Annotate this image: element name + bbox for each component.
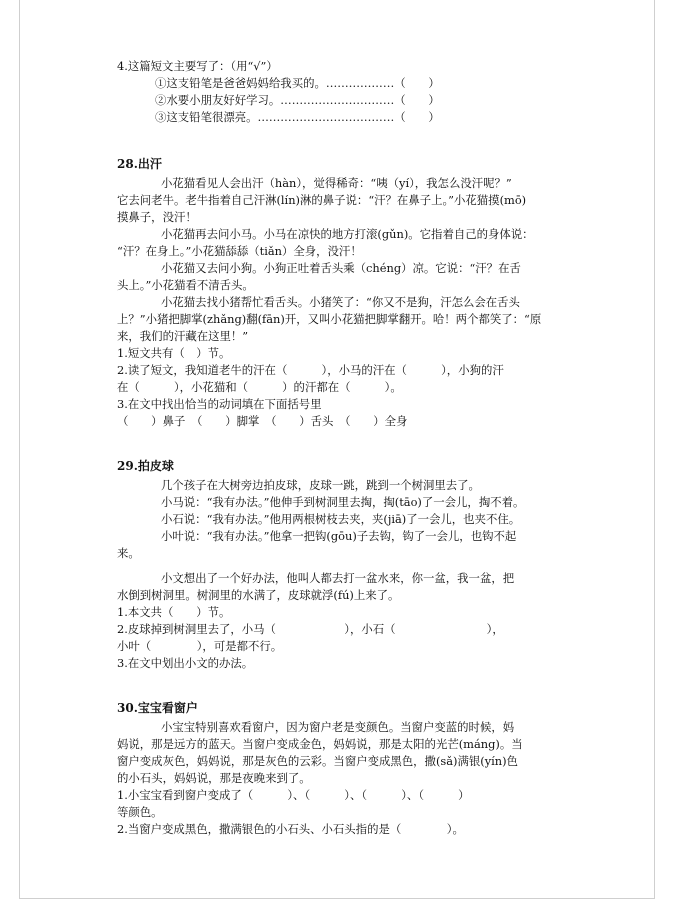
s28-line-5: “汗？在身上。”小花猫舔舔（tiǎn）全身，没汗！ xyxy=(117,244,362,258)
s30-question-1-cont: 等颜色。 xyxy=(117,805,163,819)
s30-question-2: 2.当窗户变成黑色，撒满银色的小石头、小石头指的是（ ）。 xyxy=(117,822,464,836)
s29-line-7: 水倒到树洞里。树洞里的水满了，皮球就浮(fú)上来了。 xyxy=(117,588,400,602)
s28-line-10: 来，我们的汗藏在这里！” xyxy=(117,329,249,343)
s29-question-2-cont: 小叶（ ），可是都不行。 xyxy=(117,639,283,653)
s28-line-2: 它去问老牛。老牛指着自己汗淋(lín)淋的鼻子说：“汗？在鼻子上。”小花猫摸(mō) xyxy=(117,193,527,207)
s29-line-5: 来。 xyxy=(117,546,140,560)
page-content xyxy=(117,58,579,838)
s30-line-2: 妈说，那是远方的蓝天。当窗户变成金色，妈妈说，那是太阳的光芒(máng)。当 xyxy=(117,737,523,751)
s28-question-3: 3.在文中找出恰当的动词填在下面括号里 xyxy=(117,397,322,411)
s30-line-4: 的小石头，妈妈说，那是夜晚来到了。 xyxy=(117,771,311,785)
s28-line-8: 小花猫去找小猪帮忙看舌头。小猪笑了：“你又不是狗，汗怎么会在舌头 xyxy=(161,295,520,309)
document-page xyxy=(19,0,655,899)
q4-option-3: ③这支铅笔很漂亮。………………………………（ ） xyxy=(155,110,440,124)
section-28-title: 28.出汗 xyxy=(117,157,162,171)
s30-line-3: 窗户变成灰色，妈妈说，那是灰色的云彩。当窗户变成黑色，撒(sǎ)满银(yín)色 xyxy=(117,754,518,768)
s28-line-9: 上？”小猪把脚掌(zhǎng)翻(fān)开，又叫小花猫把脚掌翻开。哈！两个都笑了：“原 xyxy=(117,312,542,326)
q4-option-2: ②水要小朋友好好学习。…………………………（ ） xyxy=(155,93,440,107)
s29-line-3: 小石说：“我有办法。”他用两根树枝去夹，夹(jiā)了一会儿，也夹不住。 xyxy=(161,512,521,526)
section-30-title: 30.宝宝看窗户 xyxy=(117,701,198,715)
s29-question-2: 2.皮球掉到树洞里去了，小马（ ），小石（ ）， xyxy=(117,622,504,636)
s29-line-2: 小马说：“我有办法。”他伸手到树洞里去掏，掏(tāo)了一会儿，掏不着。 xyxy=(161,495,525,509)
s28-line-1: 小花猫看见人会出汗（hàn），觉得稀奇：“咦（yí），我怎么没汗呢？” xyxy=(161,176,512,190)
s29-line-1: 几个孩子在大树旁边拍皮球，皮球一跳，跳到一个树洞里去了。 xyxy=(161,478,480,492)
s28-question-2: 2.读了短文，我知道老牛的汗在（ ），小马的汗在（ ），小狗的汗 xyxy=(117,363,504,377)
s29-line-6: 小文想出了一个好办法，他叫人都去打一盆水来，你一盆，我一盆，把 xyxy=(161,571,515,585)
s30-line-1: 小宝宝特别喜欢看窗户，因为窗户老是变颜色。当窗户变蓝的时候，妈 xyxy=(161,720,515,734)
q4-title: 4.这篇短文主要写了：（用“√”） xyxy=(117,59,278,73)
q4-option-1: ①这支铅笔是爸爸妈妈给我买的。………………（ ） xyxy=(155,76,440,90)
s29-question-1: 1.本文共（ ）节。 xyxy=(117,605,231,619)
s29-line-4: 小叶说：“我有办法。”他拿一把钩(gōu)子去钩，钩了一会儿，也钩不起 xyxy=(161,529,517,543)
s28-line-4: 小花猫再去问小马。小马在凉快的地方打滚(gǔn)。它指着自己的身体说： xyxy=(161,227,534,241)
s28-question-1: 1.短文共有（ ）节。 xyxy=(117,346,231,360)
s28-line-6: 小花猫又去问小狗。小狗正吐着舌头乘（chéng）凉。它说：“汗？在舌 xyxy=(161,261,521,275)
s29-question-3: 3.在文中划出小文的办法。 xyxy=(117,656,254,670)
s28-question-2-cont: 在（ ），小花猫和（ ）的汗都在（ ）。 xyxy=(117,380,402,394)
s28-line-7: 头上。”小花猫看不清舌头。 xyxy=(117,278,254,292)
s30-question-1: 1.小宝宝看到窗户变成了（ ）、（ ）、（ ）、（ ） xyxy=(117,788,470,802)
s28-question-3-blanks: （ ）鼻子 （ ）脚掌 （ ）舌头 （ ）全身 xyxy=(117,414,408,428)
section-29-title: 29.拍皮球 xyxy=(117,459,174,473)
s28-line-3: 摸鼻子，没汗！ xyxy=(117,210,197,224)
